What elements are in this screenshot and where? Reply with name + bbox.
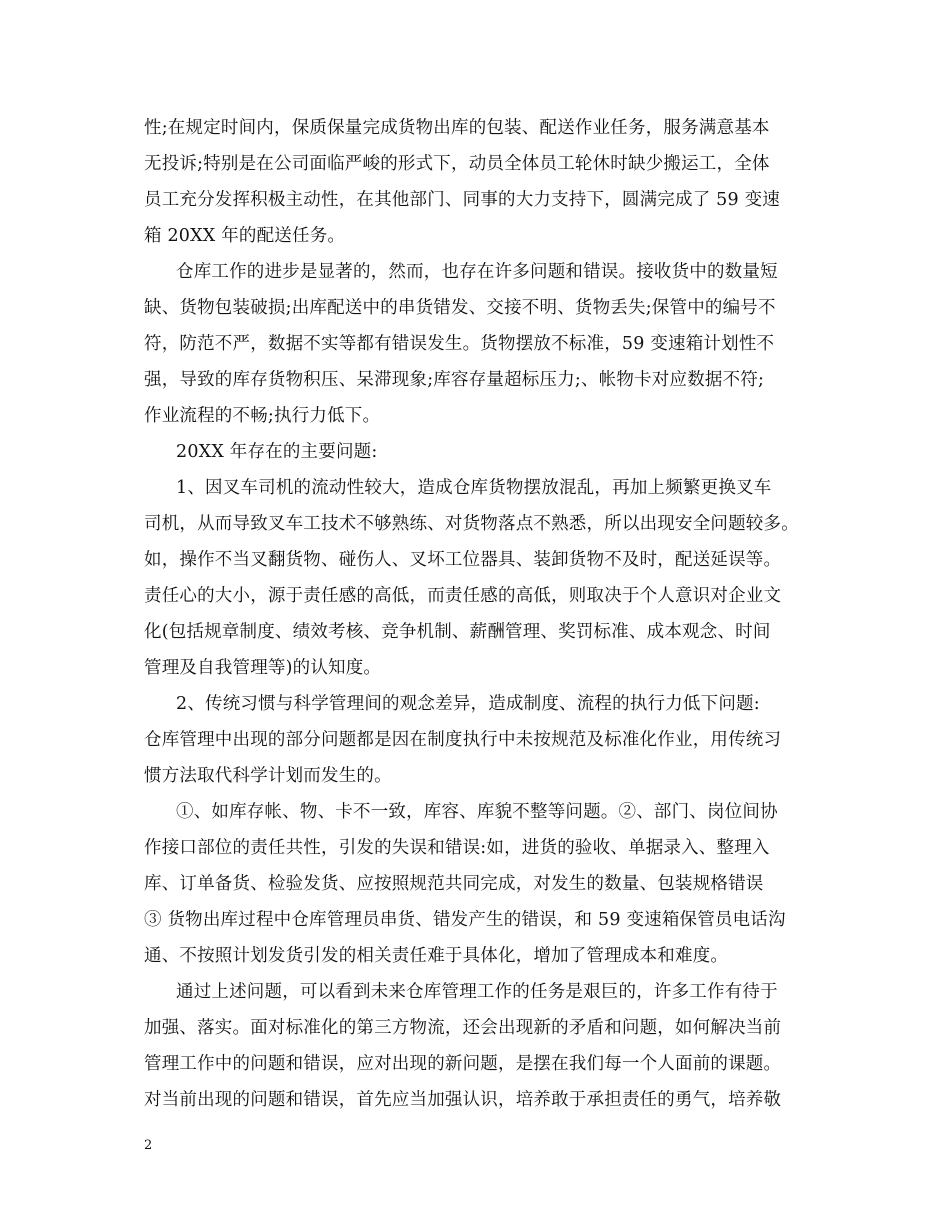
text-line: 作接口部位的责任共性，引发的失误和错误:如，进货的验收、单据录入、整理入 — [144, 838, 770, 858]
paragraph-first-line: 1、因叉车司机的流动性较大，造成仓库货物摆放混乱，再加上频繁更换叉车 — [176, 478, 772, 498]
text-line: 作业流程的不畅;执行力低下。 — [144, 406, 381, 426]
text-line: 缺、货物包装破损;出库配送中的串货错发、交接不明、货物丢失;保管中的编号不 — [144, 298, 776, 318]
page-number: 2 — [144, 1138, 153, 1153]
text-line: 性;在规定时间内，保质保量完成货物出库的包装、配送作业任务，服务满意基本 — [144, 118, 770, 138]
text-line: 加强、落实。面对标准化的第三方物流，还会出现新的矛盾和问题，如何解决当前 — [144, 1018, 782, 1038]
paragraph-first-line: 通过上述问题，可以看到未来仓库管理工作的任务是艰巨的，许多工作有待于 — [176, 982, 778, 1002]
text-line: ③ 货物出库过程中仓库管理员串货、错发产生的错误，和 59 变速箱保管员电话沟 — [144, 910, 786, 930]
text-line: 管理及自我管理等)的认知度。 — [144, 658, 382, 678]
text-line: 无投诉;特别是在公司面临严峻的形式下，动员全体员工轮休时缺少搬运工，全体 — [144, 154, 770, 174]
text-line: 库、订单备货、检验发货、应按照规范共同完成，对发生的数量、包装规格错误 — [144, 874, 764, 894]
text-line: 化(包括规章制度、绩效考核、竞争机制、薪酬管理、奖罚标准、成本观念、时间 — [144, 622, 771, 642]
text-line: 对当前出现的问题和错误，首先应当加强认识，培养敢于承担责任的勇气，培养敬 — [144, 1090, 782, 1110]
text-line: 如，操作不当叉翻货物、碰伤人、叉坏工位器具、装卸货物不及时，配送延误等。 — [144, 550, 782, 570]
text-line: 管理工作中的问题和错误，应对出现的新问题，是摆在我们每一个人面前的课题。 — [144, 1054, 782, 1074]
paragraph-first-line: 仓库工作的进步是显著的，然而，也存在许多问题和错误。接收货中的数量短 — [176, 262, 778, 282]
text-line: 仓库管理中出现的部分问题都是因在制度执行中未按规范及标准化作业，用传统习 — [144, 730, 782, 750]
text-line: 通、不按照计划发货引发的相关责任难于具体化，增加了管理成本和难度。 — [144, 946, 729, 966]
section-heading: 20XX 年存在的主要问题: — [176, 442, 378, 462]
text-line: 符，防范不严，数据不实等都有错误发生。货物摆放不标准，59 变速箱计划性不 — [144, 334, 775, 354]
text-line: 强，导致的库存货物积压、呆滞现象;库容存量超标压力;、帐物卡对应数据不符; — [144, 370, 765, 390]
text-line: 箱 20XX 年的配送任务。 — [144, 226, 346, 246]
paragraph-first-line: 2、传统习惯与科学管理间的观念差异，造成制度、流程的执行力低下问题: — [176, 694, 760, 714]
text-line: 责任心的大小，源于责任感的高低，而责任感的高低，则取决于个人意识对企业文 — [144, 586, 782, 606]
text-line: 惯方法取代科学计划而发生的。 — [144, 766, 392, 786]
text-line: 司机，从而导致叉车工技术不够熟练、对货物落点不熟悉，所以出现安全问题较多。 — [144, 514, 799, 534]
text-line: 员工充分发挥积极主动性，在其他部门、同事的大力支持下，圆满完成了 59 变速 — [144, 190, 780, 210]
paragraph-first-line: ①、如库存帐、物、卡不一致，库容、库貌不整等问题。②、部门、岗位间协 — [176, 802, 778, 822]
